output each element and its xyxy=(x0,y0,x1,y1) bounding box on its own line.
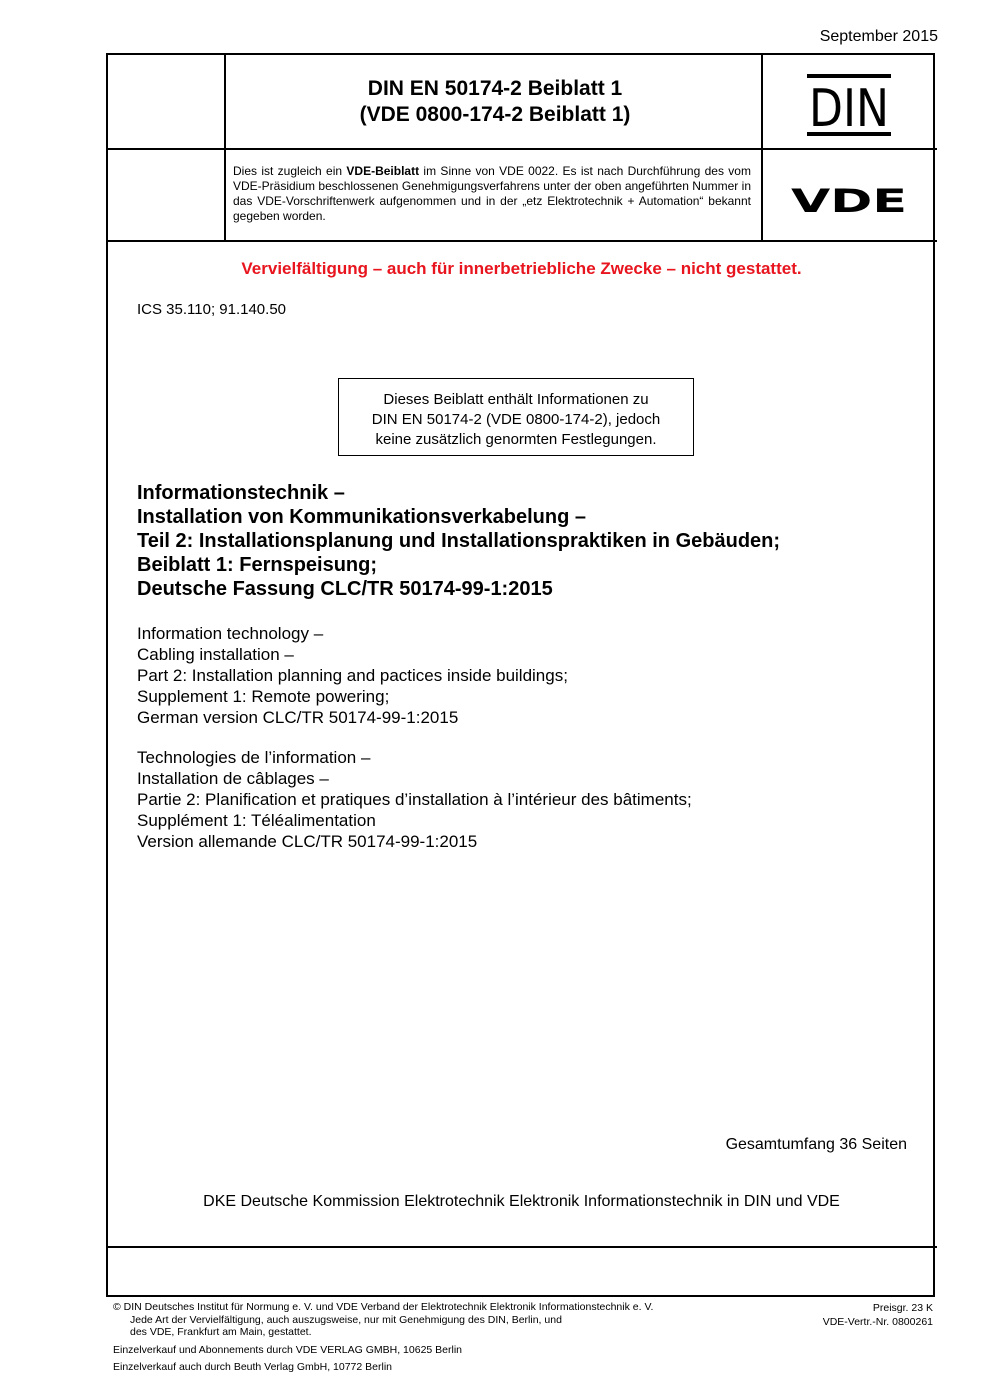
title-german-line: Deutsche Fassung CLC/TR 50174-99-1:2015 xyxy=(137,578,553,600)
title-english xyxy=(137,623,568,728)
copy-warning: Vervielfältigung – auch für innerbetriebliche Zwecke – nicht gestattet. xyxy=(241,259,802,278)
title-german-line: Installation von Kommunikationsverkabelung – xyxy=(137,506,586,528)
info-box xyxy=(338,378,694,456)
title-german-line: Beiblatt 1: Fernspeisung; xyxy=(137,554,378,576)
vde-logo-text: VDE xyxy=(791,182,907,220)
title-french-line: Technologies de l’information – xyxy=(137,748,371,767)
title-english-line: Cabling installation – xyxy=(137,645,294,664)
title-english-line: German version CLC/TR 50174-99-1:2015 xyxy=(137,708,459,727)
info-box-line: keine zusätzlich genormten Festlegungen. xyxy=(375,431,657,448)
vde-note-text-1: Dies ist zugleich ein xyxy=(233,164,347,178)
header-col-divider-left xyxy=(224,53,226,241)
vde-number: (VDE 0800-174-2 Beiblatt 1) xyxy=(359,103,631,126)
copyright-line: des VDE, Frankfurt am Main, gestattet. xyxy=(130,1326,312,1338)
title-german xyxy=(137,481,780,601)
title-german-line: Informationstechnik – xyxy=(137,482,345,504)
din-logo xyxy=(807,74,891,141)
publication-date: September 2015 xyxy=(819,28,938,45)
title-french-line: Partie 2: Planification et pratiques d’installation à l’intérieur des bâtiments; xyxy=(137,790,692,809)
footer-divider xyxy=(106,1246,937,1248)
header-divider-1 xyxy=(106,148,937,150)
title-french-line: Installation de câblages – xyxy=(137,769,329,788)
sales-info: Einzelverkauf und Abonnements durch VDE VERLAG GMBH, 10625 Berlin xyxy=(113,1344,463,1356)
total-pages: Gesamtumfang 36 Seiten xyxy=(725,1136,907,1153)
title-english-line: Part 2: Installation planning and pactices inside buildings; xyxy=(137,666,568,685)
copyright-notice xyxy=(113,1301,653,1339)
din-logo-text: DIN xyxy=(809,79,889,139)
vde-note-text-2: im Sinne von VDE 0022. Es ist nach Durchführung des vom VDE-Präsidium beschlossenen Genehmigungsverfahrens unter der oben angeführten Nummer in das VDE-Vorschriftenwerk aufgenommen und in der „etz Elektrotechnik + Automation“ bekannt gegeben worden. xyxy=(233,164,751,223)
title-english-line: Information technology – xyxy=(137,624,324,643)
title-french-line: Version allemande CLC/TR 50174-99-1:2015 xyxy=(137,832,478,851)
title-french-line: Supplément 1: Téléalimentation xyxy=(137,811,376,830)
sales-info: Einzelverkauf auch durch Beuth Verlag GmbH, 10772 Berlin xyxy=(113,1361,392,1373)
title-german-line: Teil 2: Installationsplanung und Installationspraktiken in Gebäuden; xyxy=(137,530,781,552)
price-info xyxy=(823,1301,933,1329)
dke-line: DKE Deutsche Kommission Elektrotechnik Elektronik Informationstechnik in DIN und VDE xyxy=(203,1193,840,1210)
document-number: DIN EN 50174-2 Beiblatt 1 xyxy=(367,77,623,100)
copyright-line: © DIN Deutsches Institut für Normung e. V. und VDE Verband der Elektrotechnik Elektronik Informationstechnik e. V. xyxy=(113,1301,654,1313)
vde-logo xyxy=(790,184,908,221)
document-title xyxy=(228,76,762,128)
title-english-line: Supplement 1: Remote powering; xyxy=(137,687,390,706)
copyright-line: Jede Art der Vervielfältigung, auch auszugsweise, nur mit Genehmigung des DIN, Berlin, und xyxy=(130,1313,562,1326)
ics-code: ICS 35.110; 91.140.50 xyxy=(137,301,287,318)
vde-note xyxy=(233,164,751,224)
header-divider-2 xyxy=(106,240,937,242)
title-french xyxy=(137,747,692,852)
vde-distribution-number: VDE-Vertr.-Nr. 0800261 xyxy=(822,1316,933,1328)
price-group: Preisgr. 23 K xyxy=(872,1302,933,1314)
info-box-line: Dieses Beiblatt enthält Informationen zu xyxy=(383,391,649,408)
vde-note-bold: VDE-Beiblatt xyxy=(346,164,420,178)
info-box-line: DIN EN 50174-2 (VDE 0800-174-2), jedoch xyxy=(371,411,661,428)
